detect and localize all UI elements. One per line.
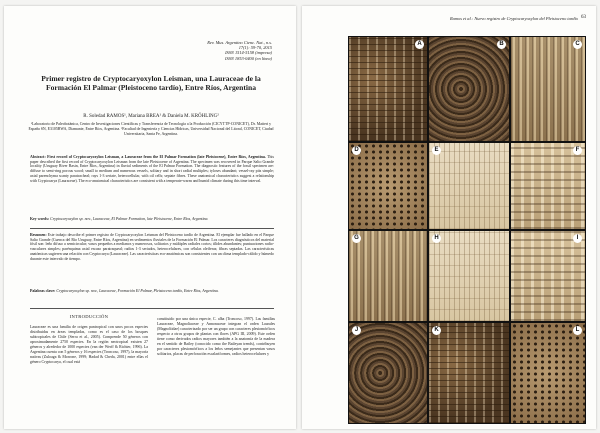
author-list: R. Soledad RAMOS¹, Mariana BREA¹ & Daniela M. KRÖHLING² (83, 114, 219, 119)
panel-label: H (432, 234, 441, 243)
abstract-title: First record of Cryptocaryoxylon Leisman, a Lauraceae from the El Palmar Formation (late Pleistocene), Entre Ríos, Argentina. (47, 155, 268, 159)
micrograph-panel-g (348, 230, 428, 322)
panel-label: J (352, 326, 361, 335)
journal-line-1: Rev. Mus. Argentino Cienc. Nat., n.s. (207, 40, 272, 45)
article-title: Primer registro de Cryptocaryoxylon Leisman, una Lauraceae de la Formación El Palmar (Pleistoceno tardío), Entre Ríos, Argentina (41, 74, 261, 92)
panel-label: K (432, 326, 441, 335)
journal-citation (152, 40, 272, 61)
panel-label: L (573, 326, 582, 335)
micrograph-panel-f (510, 142, 586, 230)
journal-line-3: ISSN 1514-5158 (impresa) (225, 50, 272, 56)
micrograph-panel-b (428, 36, 510, 142)
palabras-clave-label: Palabras clave: (30, 289, 57, 293)
micrograph-panel-l (510, 322, 586, 424)
right-page (302, 6, 596, 429)
panel-label: G (352, 234, 361, 243)
intro-column-2: constituido por una única especie, C. alba (Troncoso, 1997). Las familias Lauraceae, Magnoliaceae y Annonaceae integran el orden Laurales (Magnoliidae) caracterizado por ser un grupo con caracteres plesiomórficos respecto a otros grupos de plantas con flores (APG III, 2009). Este orden tiene como derivados radios mayores también a la anatomía de la madera en el sentido de Bailey (conocido como the Baileyan trends), contribuyen por caracteres plesiomórficos a los leños semejantes que presentan vasos solitarios, placas de perforación escalariformes, radios heterocelulares y (157, 317, 275, 356)
intro-column-1: Lauraceae es una familia de origen pantropical con unos pocos especies distribuidas en áreas templadas, como es el caso de los bosques subtropicales de Chile (Serra et al., 2005). Comprende 50 géneros con aproximadamente 2750 especies. En la región neotropical existen 27 géneros y alrededor de 1000 especies (van der Werff & Richter, 1996). La Argentina cuenta con 5 géneros y 16 especies (Troncoso, 1997), la mayoría nativas (Zuloaga & Morrone, 1999; Hadad & Cheda, 2001) entre ellas el género Cryptocarya, el cual está (30, 325, 148, 364)
micrograph-panel-h (428, 230, 510, 322)
keywords (30, 217, 274, 222)
panel-label: F (573, 146, 582, 155)
micrograph-panel-c (510, 36, 586, 142)
micrograph-panel-j (348, 322, 428, 424)
intro-heading: INTRODUCCIÓN (69, 314, 109, 319)
panel-label: I (573, 234, 582, 243)
section-divider (30, 308, 274, 309)
micrograph-panel-k (428, 322, 510, 424)
running-head: Ramos et al.: Nuevo registro de Cryptocaryoxylon del Pleistoceno tardío (449, 16, 578, 21)
page-number: 63 (581, 15, 586, 20)
abstract (30, 155, 274, 183)
resumen-label: Resumen: (30, 233, 48, 237)
journal-line-4: ISSN 1853-0400 (en línea) (225, 55, 272, 61)
abstract-heading: Abstract: (30, 155, 48, 159)
micrograph-panel-a (348, 36, 428, 142)
abstract-body: This paper described the first record of Cryptocaryoxylon Leisman from the late Pleistocene of Argentina. The specimen was recovered in Parque Salto Grande locality (Uruguay River Basin, Entre Ríos, Argentina) in fluvial sediments of the El Palmar Formation. The diagnostic features of the fossil specimen are: diffuse to semi-ring porous wood; small to medium and numerous vessels, solitary and in short radial multiples; tyloses abundant; vessel-ray pits simple; axial parenchyma scanty paratracheal; rays 1-3 seriate, heterocellular, with oil cells; septate fibres. These anatomical characteristics suggest a relationship with Cryptocarya (Lauraceae). The eco-anatomical characteristics are consistent with a temperate-warm and humid climate during this time interval. (30, 155, 275, 183)
palabras-clave-text: Cryptocaryoxylon sp. nov., Lauraceae, Formación El Palmar, Pleistoceno tardío, Entre Ríos, Argentina. (56, 289, 219, 293)
journal-line-2: 17(1): 59-70, 2015 (238, 45, 272, 51)
micrograph-panel-d (348, 142, 428, 230)
section-divider (30, 228, 274, 229)
affiliations: ¹Laboratorio de Paleobotánica, Centro de Investigaciones Científicas y Transferencia de Tecnología a la Producción (CICYTTP-CONICET), Dr. Matteri y España SN, E3105BWA, Diamante, Entre Ríos, Argentina. ²Facultad de Ingeniería y Ciencias Hídricas, Universidad Nacional del Litoral, CONICET, Ciudad Universitaria, Santa Fe, Argentina. (28, 122, 274, 136)
panel-label: E (432, 146, 441, 155)
resumen (30, 233, 274, 261)
panel-label: B (497, 40, 506, 49)
panel-label: C (573, 40, 582, 49)
panel-label: A (415, 40, 424, 49)
keywords-label: Key words: (30, 217, 51, 221)
micrograph-panel-i (510, 230, 586, 322)
micrograph-panel-e (428, 142, 510, 230)
left-page (4, 6, 296, 429)
palabras-clave (30, 289, 274, 294)
panel-label: D (352, 146, 361, 155)
keywords-text: Cryptocaryoxylon sp. nov., Lauraceae, El Palmar Formation, late Pleistocene, Entre Ríos, Argentina. (50, 217, 209, 221)
resumen-text: Este trabajo describe el primer registro de Cryptocaryoxylon Leisman del Pleistoceno tardío de Argentina. El ejemplar fue hallado en el Parque Salto Grande (Cuenca del Río Uruguay, Entre Ríos, Argentina) en sedimentos fluviales de la Formación El Palmar. Los caracteres diagnósticos del material fósil son: leño difuso a semicircular; vasos pequeños a medianos y numerosos, solitarios y múltiples radiales cortos; tílides abundantes; puntuaciones radio-vasculares simples; parénquima axial escaso paratraqueal; radios 1-3 seriados, heterocelulares, con células oleíferas; fibras septadas. Las características anatómicas sugieren una relación con Cryptocarya (Lauraceae). Las características eco-anatómicas son consistentes con un clima templado-cálido y húmedo durante este intervalo de tiempo. (30, 233, 274, 261)
